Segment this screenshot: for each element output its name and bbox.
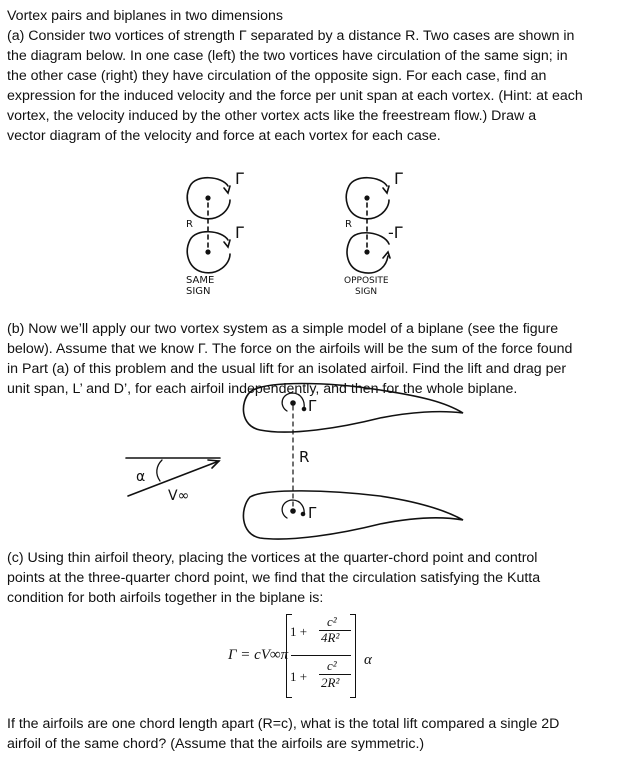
biplane-diagram	[126, 384, 463, 540]
negative-gamma-label: -Γ	[388, 223, 403, 242]
sign-label: SIGN	[355, 287, 378, 297]
denominator-2r-squared: 2R²	[321, 675, 340, 690]
part-c-line: (c) Using thin airfoil theory, placing the vortices at the quarter-chord point and control	[7, 550, 538, 566]
part-a-line: (a) Consider two vortices of strength Γ separated by a distance R. Two cases are shown in	[7, 28, 575, 44]
part-a-line: the other case (right) they have circulation of the opposite sign. For each case, find an	[7, 68, 547, 84]
part-c-line: condition for both airfoils together in the biplane is:	[7, 590, 324, 606]
equation-alpha: α	[364, 652, 372, 668]
final-question-line: airfoil of the same chord? (Assume that the airfoils are symmetric.)	[7, 736, 425, 752]
opposite-label: OPPOSITE	[344, 276, 389, 286]
part-a-line: the diagram below. In one case (left) the two vortices have circulation of the same sign; in	[7, 48, 568, 64]
v-infinity-label: V∞	[168, 488, 190, 504]
part-a-line: vortex, the velocity induced by the other vortex acts like the freestream flow.) Draw a	[7, 108, 537, 124]
opposite-sign-vortex-diagram	[344, 169, 403, 297]
alpha-label: α	[136, 469, 146, 485]
gamma-label: Γ	[308, 397, 317, 415]
sign-label: SIGN	[186, 286, 211, 297]
part-b-line: below). Assume that we know Γ. The force on the airfoils will be the sum of the force found	[7, 341, 573, 357]
gamma-label: Γ	[394, 169, 403, 188]
arrow-head	[224, 186, 230, 193]
r-label: R	[186, 219, 193, 230]
r-label: R	[345, 219, 352, 230]
gamma-label: Γ	[235, 169, 244, 188]
bracket	[286, 614, 356, 698]
equation-lhs: Γ = cV∞π	[228, 647, 289, 663]
part-a-line: expression for the induced velocity and the force per unit span at each vortex. (Hint: at each	[7, 88, 583, 104]
numerator-one: 1 +	[290, 624, 308, 639]
denominator-c-squared: c²	[327, 658, 337, 673]
part-b-line: in Part (a) of this problem and the usual lift for an isolated airfoil. Find the lift and drag per	[7, 361, 567, 377]
same-sign-vortex-diagram	[186, 169, 244, 297]
r-label: R	[299, 448, 310, 466]
gamma-label: Γ	[235, 223, 244, 242]
final-question-line: If the airfoils are one chord length apart (R=c), what is the total lift compared a single 2D	[7, 716, 560, 732]
part-b-line: (b) Now we’ll apply our two vortex system as a simple model of a biplane (see the figure	[7, 321, 559, 337]
part-a-line: vector diagram of the velocity and force at each vortex for each case.	[7, 128, 441, 144]
part-c-line: points at the three-quarter chord point, we find that the circulation satisfying the Kutta	[7, 570, 541, 586]
denominator-one: 1 +	[290, 669, 308, 684]
title: Vortex pairs and biplanes in two dimensions	[7, 8, 284, 24]
numerator-4r-squared: 4R²	[321, 630, 340, 645]
same-label: SAME	[186, 275, 215, 286]
numerator-c-squared: c²	[327, 614, 337, 629]
lower-airfoil	[243, 491, 463, 539]
gamma-label: Γ	[308, 504, 317, 522]
part-b-line: unit span, L’ and D’, for each airfoil independently, and then for the whole biplane.	[7, 381, 518, 397]
